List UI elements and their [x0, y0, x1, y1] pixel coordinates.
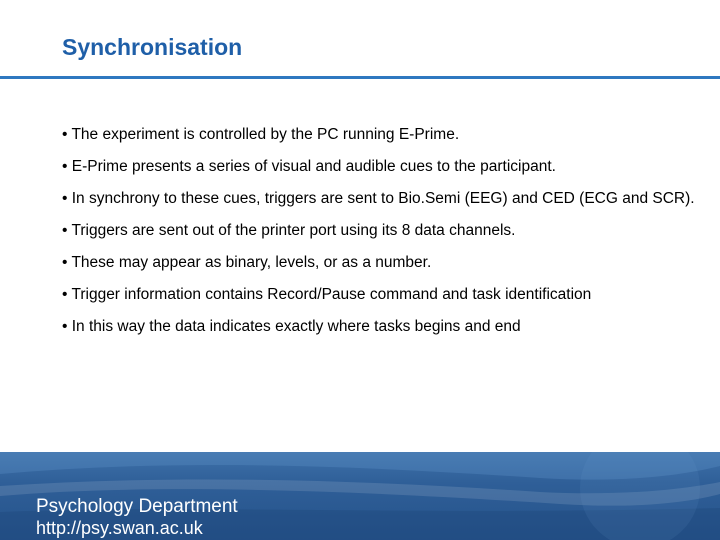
footer-department: Psychology Department [36, 496, 238, 517]
title-divider [0, 76, 720, 79]
bullet-item: • E-Prime presents a series of visual and audible cues to the participant. [62, 158, 556, 175]
bullet-item: • Triggers are sent out of the printer port using its 8 data channels. [62, 222, 516, 239]
bullet-item: • These may appear as binary, levels, or as a number. [62, 254, 432, 271]
footer-url[interactable]: http://psy.swan.ac.uk [36, 518, 203, 538]
bullet-item: • Trigger information contains Record/Pause command and task identification [62, 286, 592, 303]
bullet-item: • The experiment is controlled by the PC running E-Prime. [62, 126, 460, 143]
slide-title: Synchronisation [62, 34, 243, 60]
bullet-item: • In this way the data indicates exactly where tasks begins and end [62, 318, 521, 335]
bullet-item: • In synchrony to these cues, triggers are sent to Bio.Semi (EEG) and CED (ECG and SCR). [62, 190, 695, 207]
bullet-list [62, 124, 702, 348]
